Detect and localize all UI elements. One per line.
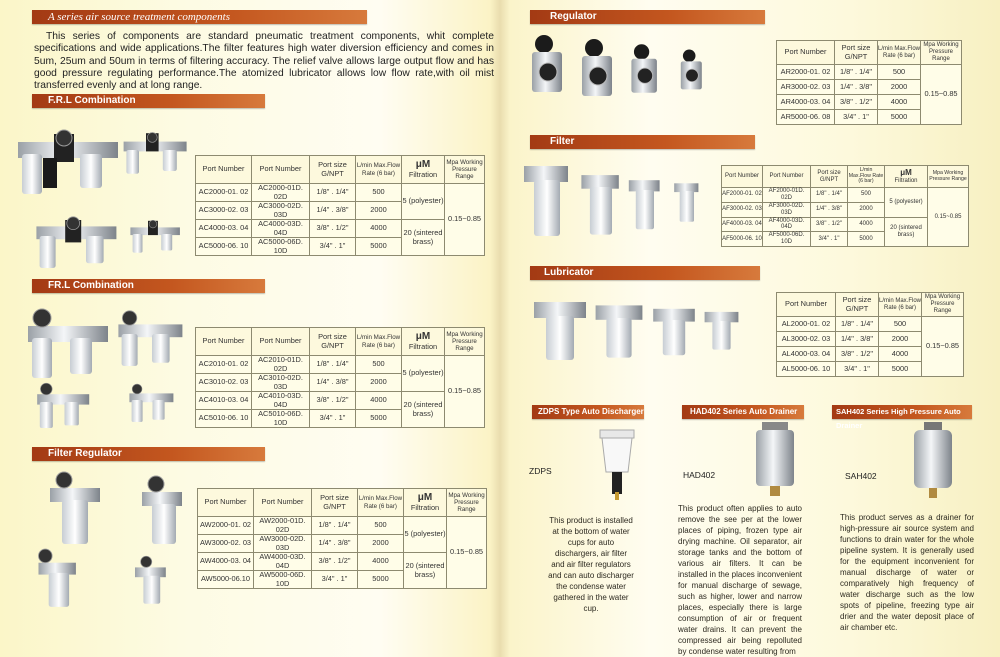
th-port-number: Port Number bbox=[777, 41, 835, 65]
table-cell: 2000 bbox=[356, 374, 402, 392]
drainer-header-sah402: SAH402 Series High Pressure Auto Drainer bbox=[832, 405, 972, 419]
fr-l-combination-images bbox=[20, 298, 190, 438]
th-port-size: Port size G/NPT bbox=[836, 293, 879, 317]
th-flow-rate: L/min Max.Flow Rate (6 bar) bbox=[879, 293, 922, 317]
filtration-b: 20 (sintered brass) bbox=[402, 392, 445, 428]
table-cell: AC2000-01. 02 bbox=[196, 184, 252, 202]
table-cell: AC4000-03. 04 bbox=[196, 220, 252, 238]
filtration-b: 20 (sintered brass) bbox=[404, 553, 447, 589]
intro-paragraph bbox=[34, 31, 494, 92]
table-cell: AC3010-02D. 03D bbox=[252, 374, 310, 392]
table-cell: AW5000-06.10 bbox=[198, 571, 254, 589]
table-cell: 2000 bbox=[879, 332, 922, 347]
section-header-regulator: Regulator bbox=[530, 10, 765, 24]
drainer-label-had402: HAD402 bbox=[683, 470, 716, 480]
drainer-desc-had402: This product often applies to auto remove the see per at the lower places of piping, frozen type air drying machine. Oil separator, air storage tanks and the bottom of various air filters. It can be installed in the places inconvenient for manual discharge of sewage, such as higher, lower and narrow places, especially there is large consumption of air or frequent water drains. It can prevent the compressed air being repolluted by condense water resulting from bbox=[678, 504, 802, 656]
th-port-size: Port size G/NPT bbox=[310, 328, 356, 356]
th-flow-rate: L/min Max.Flow Rate (6 bar) bbox=[848, 166, 885, 188]
table-cell: AW2000-01. 02 bbox=[198, 517, 254, 535]
lubricator-images bbox=[530, 296, 750, 366]
table-cell: 5000 bbox=[848, 232, 885, 247]
table-cell: 500 bbox=[356, 356, 402, 374]
filter-spec-table bbox=[721, 165, 969, 247]
table-cell: AC4000-03D. 04D bbox=[252, 220, 310, 238]
table-cell: 500 bbox=[878, 65, 921, 80]
table-cell: 3/4" . 1" bbox=[310, 410, 356, 428]
table-cell: AF5000-06. 10 bbox=[722, 232, 763, 247]
table-cell: 3/8" . 1/2" bbox=[312, 553, 358, 571]
table-cell: AW4000-03D. 04D bbox=[254, 553, 312, 571]
th-port-number-2: Port Number bbox=[252, 328, 310, 356]
th-port-number: Port Number bbox=[722, 166, 763, 188]
intro-text: This series of components are standard pneumatic treatment components, whit complete specifications and wide applications.The filter features high water diversion efficiency and comes in 5um, 25um and 50um in terms of filtering accuracy. The relief valve allows large output flow and has good pressure regulating performance.The atomized lubricator allows low flow rate,with oil mist transferred evenly and at long range. bbox=[34, 31, 494, 92]
table-cell: AC5000-06. 10 bbox=[196, 238, 252, 256]
mu-label: μM bbox=[415, 331, 431, 343]
table-cell: AC3010-02. 03 bbox=[196, 374, 252, 392]
table-cell: AF3000-02D. 03D bbox=[763, 202, 811, 217]
pressure-range: 0.15~0.85 bbox=[445, 184, 485, 256]
table-cell: 1/8" . 1/4" bbox=[310, 184, 356, 202]
table-cell: 3/8" . 1/2" bbox=[835, 95, 878, 110]
th-port-number-2: Port Number bbox=[763, 166, 811, 188]
pressure-range: 0.15~0.85 bbox=[445, 356, 485, 428]
table-cell: AW4000-03. 04 bbox=[198, 553, 254, 571]
pressure-range: 0.15~0.85 bbox=[922, 317, 964, 377]
section-header-frl-2: FR.L Combination bbox=[32, 279, 265, 293]
table-cell: AR4000-03. 04 bbox=[777, 95, 835, 110]
table-cell: AR2000-01. 02 bbox=[777, 65, 835, 80]
table-cell: 4000 bbox=[356, 392, 402, 410]
table-cell: 4000 bbox=[356, 220, 402, 238]
th-port-number: Port Number bbox=[198, 489, 254, 517]
th-port-number-2: Port Number bbox=[254, 489, 312, 517]
drainer-header-had402: HAD402 Series Auto Drainer bbox=[682, 405, 804, 419]
table-cell: 5000 bbox=[356, 238, 402, 256]
pressure-range: 0.15~0.85 bbox=[921, 65, 962, 125]
table-cell: AC2010-01D. 02D bbox=[252, 356, 310, 374]
th-port-number: Port Number bbox=[196, 328, 252, 356]
drainer-label-zdps: ZDPS bbox=[529, 466, 552, 476]
table-cell: AC2010-01. 02 bbox=[196, 356, 252, 374]
th-port-number-2: Port Number bbox=[252, 156, 310, 184]
drainer-header-zdps: ZDPS Type Auto Discharger bbox=[532, 405, 644, 419]
table-cell: AC4010-03D. 04D bbox=[252, 392, 310, 410]
table-cell: AL3000-02. 03 bbox=[777, 332, 836, 347]
drainer-desc-sah402: This product serves as a drainer for high-pressure air source system and functions to drain water for the whole pipeline system. It is generally used for the equipment inconvenient for manual discharge of water or comparatively high frequency of water discharge such as the low spots of pipeline, freezing type air drier and the water deposit place of air chamber etc. bbox=[840, 513, 974, 632]
table-cell: AF2000-01D. 02D bbox=[763, 188, 811, 203]
table-cell: 500 bbox=[879, 317, 922, 332]
table-cell: 3/4" . 1" bbox=[811, 232, 848, 247]
th-filtration bbox=[402, 156, 445, 184]
filtration-a: 5 (polyester) bbox=[402, 356, 445, 392]
section-header-filter-regulator: Filter Regulator bbox=[32, 447, 265, 461]
th-pressure: Mpa Working Pressure Range bbox=[445, 156, 485, 184]
section-header-lubricator: Lubricator bbox=[530, 266, 760, 280]
mu-label: μM bbox=[415, 159, 431, 171]
th-pressure: Mpa Working Pressure Range bbox=[928, 166, 969, 188]
table-cell: 4000 bbox=[879, 347, 922, 362]
table-cell: 2000 bbox=[878, 80, 921, 95]
table-cell: AC3000-02D. 03D bbox=[252, 202, 310, 220]
table-cell: 1/8" . 1/4" bbox=[835, 65, 878, 80]
table-cell: 500 bbox=[356, 184, 402, 202]
th-port-size: Port size G/NPT bbox=[310, 156, 356, 184]
table-cell: AW2000-01D. 02D bbox=[254, 517, 312, 535]
table-cell: AL5000-06. 10 bbox=[777, 362, 836, 377]
table-cell: 2000 bbox=[848, 202, 885, 217]
filtration-label: Filtration bbox=[410, 502, 440, 512]
table-cell: AL4000-03. 04 bbox=[777, 347, 836, 362]
table-cell: AC4010-03. 04 bbox=[196, 392, 252, 410]
pressure-range: 0.15~0.85 bbox=[447, 517, 487, 589]
table-cell: AW5000-06D. 10D bbox=[254, 571, 312, 589]
table-cell: 1/4" . 3/8" bbox=[310, 374, 356, 392]
table-cell: 1/4" . 3/8" bbox=[811, 202, 848, 217]
pressure-range: 0.15~0.85 bbox=[928, 188, 969, 247]
th-flow-rate: L/min Max.Flow Rate (6 bar) bbox=[878, 41, 921, 65]
frl-combination-images bbox=[10, 114, 190, 274]
filtration-a: 5 (polyester) bbox=[885, 188, 928, 218]
table-cell: AC5000-06D. 10D bbox=[252, 238, 310, 256]
table-cell: AF4000-03. 04 bbox=[722, 217, 763, 232]
th-port-size: Port size G/NPT bbox=[811, 166, 848, 188]
table-cell: 3/4" . 1" bbox=[310, 238, 356, 256]
frl-spec-table bbox=[195, 155, 485, 256]
had402-image bbox=[752, 420, 798, 500]
table-cell: AC5010-06D. 10D bbox=[252, 410, 310, 428]
th-filtration bbox=[402, 328, 445, 356]
table-cell: AF3000-02. 03 bbox=[722, 202, 763, 217]
table-cell: 1/8" . 1/4" bbox=[811, 188, 848, 203]
table-cell: 3/4" . 1" bbox=[836, 362, 879, 377]
section-header-series: A series air source treatment components bbox=[32, 10, 367, 24]
table-cell: AC3000-02. 03 bbox=[196, 202, 252, 220]
table-cell: 500 bbox=[848, 188, 885, 203]
drainer-desc-zdps: This product is installed at the bottom of water cups for auto dischargers, air filter and air filter regulators and can auto discharger the condense water gathered in the water cup. bbox=[548, 516, 634, 613]
table-cell: AF4000-03D. 04D bbox=[763, 217, 811, 232]
th-pressure: Mpa Working Pressure Range bbox=[922, 293, 964, 317]
table-cell: 1/4" . 3/8" bbox=[836, 332, 879, 347]
th-flow-rate: L/min Max.Flow Rate (6 bar) bbox=[358, 489, 404, 517]
table-cell: 3/8" . 1/2" bbox=[836, 347, 879, 362]
table-cell: 4000 bbox=[358, 553, 404, 571]
table-cell: AF5000-06D. 10D bbox=[763, 232, 811, 247]
th-filtration bbox=[885, 166, 928, 188]
table-cell: 1/4" . 3/8" bbox=[312, 535, 358, 553]
table-cell: 1/4" . 3/8" bbox=[310, 202, 356, 220]
th-flow-rate: L/min Max.Flow Rate (6 bar) bbox=[356, 328, 402, 356]
table-cell: 2000 bbox=[358, 535, 404, 553]
table-cell: AW3000-02D. 03D bbox=[254, 535, 312, 553]
filtration-label: Filtration bbox=[408, 169, 438, 179]
table-cell: 4000 bbox=[848, 217, 885, 232]
table-cell: 5000 bbox=[356, 410, 402, 428]
table-cell: 3/4" . 1" bbox=[312, 571, 358, 589]
table-cell: 5000 bbox=[879, 362, 922, 377]
table-cell: AW3000-02. 03 bbox=[198, 535, 254, 553]
table-cell: 3/8" . 1/2" bbox=[811, 217, 848, 232]
sah402-image bbox=[910, 420, 956, 502]
zdps-image bbox=[596, 428, 638, 502]
th-filtration bbox=[404, 489, 447, 517]
table-cell: 3/8" . 1/2" bbox=[310, 220, 356, 238]
th-port-number: Port Number bbox=[196, 156, 252, 184]
table-cell: 1/8" . 1/4" bbox=[836, 317, 879, 332]
table-cell: AR5000-06. 08 bbox=[777, 110, 835, 125]
filter-regulator-spec-table bbox=[197, 488, 487, 589]
regulator-spec-table bbox=[776, 40, 962, 125]
th-flow-rate: L/min Max.Flow Rate (6 bar) bbox=[356, 156, 402, 184]
section-header-frl: F.R.L Combination bbox=[32, 94, 265, 108]
th-pressure: Mpa Working Pressure Range bbox=[445, 328, 485, 356]
filtration-b: 20 (sintered brass) bbox=[402, 220, 445, 256]
mu-label: μM bbox=[900, 168, 912, 178]
table-cell: 5000 bbox=[358, 571, 404, 589]
table-cell: 1/8" . 1/4" bbox=[312, 517, 358, 535]
filtration-label: Filtration bbox=[894, 177, 918, 184]
filter-images bbox=[520, 160, 720, 245]
table-cell: 2000 bbox=[356, 202, 402, 220]
table-cell: AC5010-06. 10 bbox=[196, 410, 252, 428]
table-cell: 1/4" . 3/8" bbox=[835, 80, 878, 95]
section-header-filter: Filter bbox=[530, 135, 755, 149]
filtration-a: 5 (polyester) bbox=[402, 184, 445, 220]
table-cell: 4000 bbox=[878, 95, 921, 110]
fr-l-spec-table bbox=[195, 327, 485, 428]
table-cell: 1/8" . 1/4" bbox=[310, 356, 356, 374]
regulator-images bbox=[528, 30, 728, 108]
filtration-a: 5 (polyester) bbox=[404, 517, 447, 553]
table-cell: 5000 bbox=[878, 110, 921, 125]
table-cell: 3/8" . 1/2" bbox=[310, 392, 356, 410]
mu-label: μM bbox=[417, 492, 433, 504]
table-cell: AR3000-02. 03 bbox=[777, 80, 835, 95]
th-port-size: Port size G/NPT bbox=[312, 489, 358, 517]
table-cell: 500 bbox=[358, 517, 404, 535]
filtration-b: 20 (sintered brass) bbox=[885, 217, 928, 247]
filtration-label: Filtration bbox=[408, 341, 438, 351]
th-pressure: Mpa Working Pressure Range bbox=[447, 489, 487, 517]
th-pressure: Mpa Working Pressure Range bbox=[921, 41, 962, 65]
table-cell: AL2000-01. 02 bbox=[777, 317, 836, 332]
table-cell: AC2000-01D. 02D bbox=[252, 184, 310, 202]
lubricator-spec-table bbox=[776, 292, 964, 377]
th-port-size: Port size G/NPT bbox=[835, 41, 878, 65]
filter-regulator-images bbox=[30, 466, 190, 614]
th-port-number: Port Number bbox=[777, 293, 836, 317]
table-cell: 3/4" . 1" bbox=[835, 110, 878, 125]
drainer-label-sah402: SAH402 bbox=[845, 471, 877, 481]
table-cell: AF2000-01. 02 bbox=[722, 188, 763, 203]
